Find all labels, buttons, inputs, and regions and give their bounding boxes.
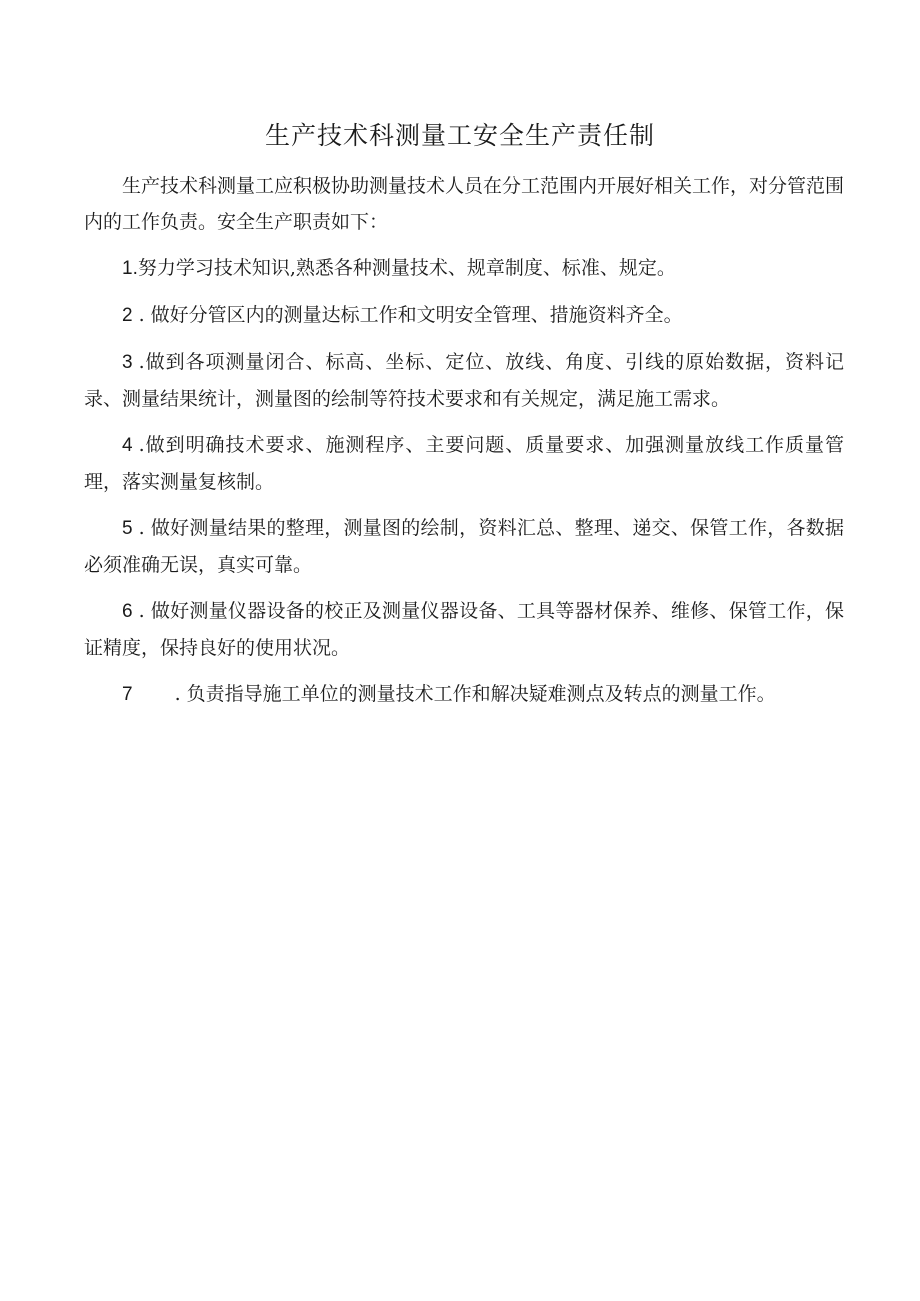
item-text: . 做好测量结果的整理，测量图的绘制，资料汇总、整理、递交、保管工作，各数据必须准确无误，真实可靠。 (84, 517, 844, 576)
list-item (84, 250, 844, 287)
item-number: 1. (122, 258, 138, 279)
intro-paragraph: 生产技术科测量工应积极协助测量技术人员在分工范围内开展好相关工作，对分管范围内的工作负责。安全生产职责如下： (84, 175, 845, 233)
item-number: 5 (122, 518, 133, 539)
list-item (84, 344, 844, 417)
item-text: . 做好测量仪器设备的校正及测量仪器设备、工具等器材保养、维修、保管工作，保证精度，保持良好的使用状况。 (84, 600, 844, 659)
item-number: 7 (122, 684, 133, 705)
item-number: 2 (122, 305, 133, 326)
list-item (84, 427, 844, 500)
list-item (84, 510, 844, 583)
item-number: 6 (122, 601, 133, 622)
item-text: .做到明确技术要求、施测程序、主要问题、质量要求、加强测量放线工作质量管理，落实测量复核制。 (84, 434, 844, 493)
item-text: 努力学习技术知识,熟悉各种测量技术、规章制度、标准、规定。 (137, 257, 676, 279)
list-item (84, 593, 844, 666)
item-text: .做到各项测量闭合、标高、坐标、定位、放线、角度、引线的原始数据，资料记录、测量结果统计，测量图的绘制等符技术要求和有关规定，满足施工需求。 (84, 351, 844, 410)
item-number: 3 (122, 352, 133, 373)
list-item (84, 676, 844, 713)
document-title: 生产技术科测量工安全生产责任制 (264, 121, 655, 150)
item-number: 4 (122, 435, 133, 456)
list-item (84, 297, 844, 334)
document-body (84, 168, 844, 723)
item-text: . 做好分管区内的测量达标工作和文明安全管理、措施资料齐全。 (138, 304, 683, 326)
item-text: . 负责指导施工单位的测量技术工作和解决疑难测点及转点的测量工作。 (174, 683, 776, 705)
